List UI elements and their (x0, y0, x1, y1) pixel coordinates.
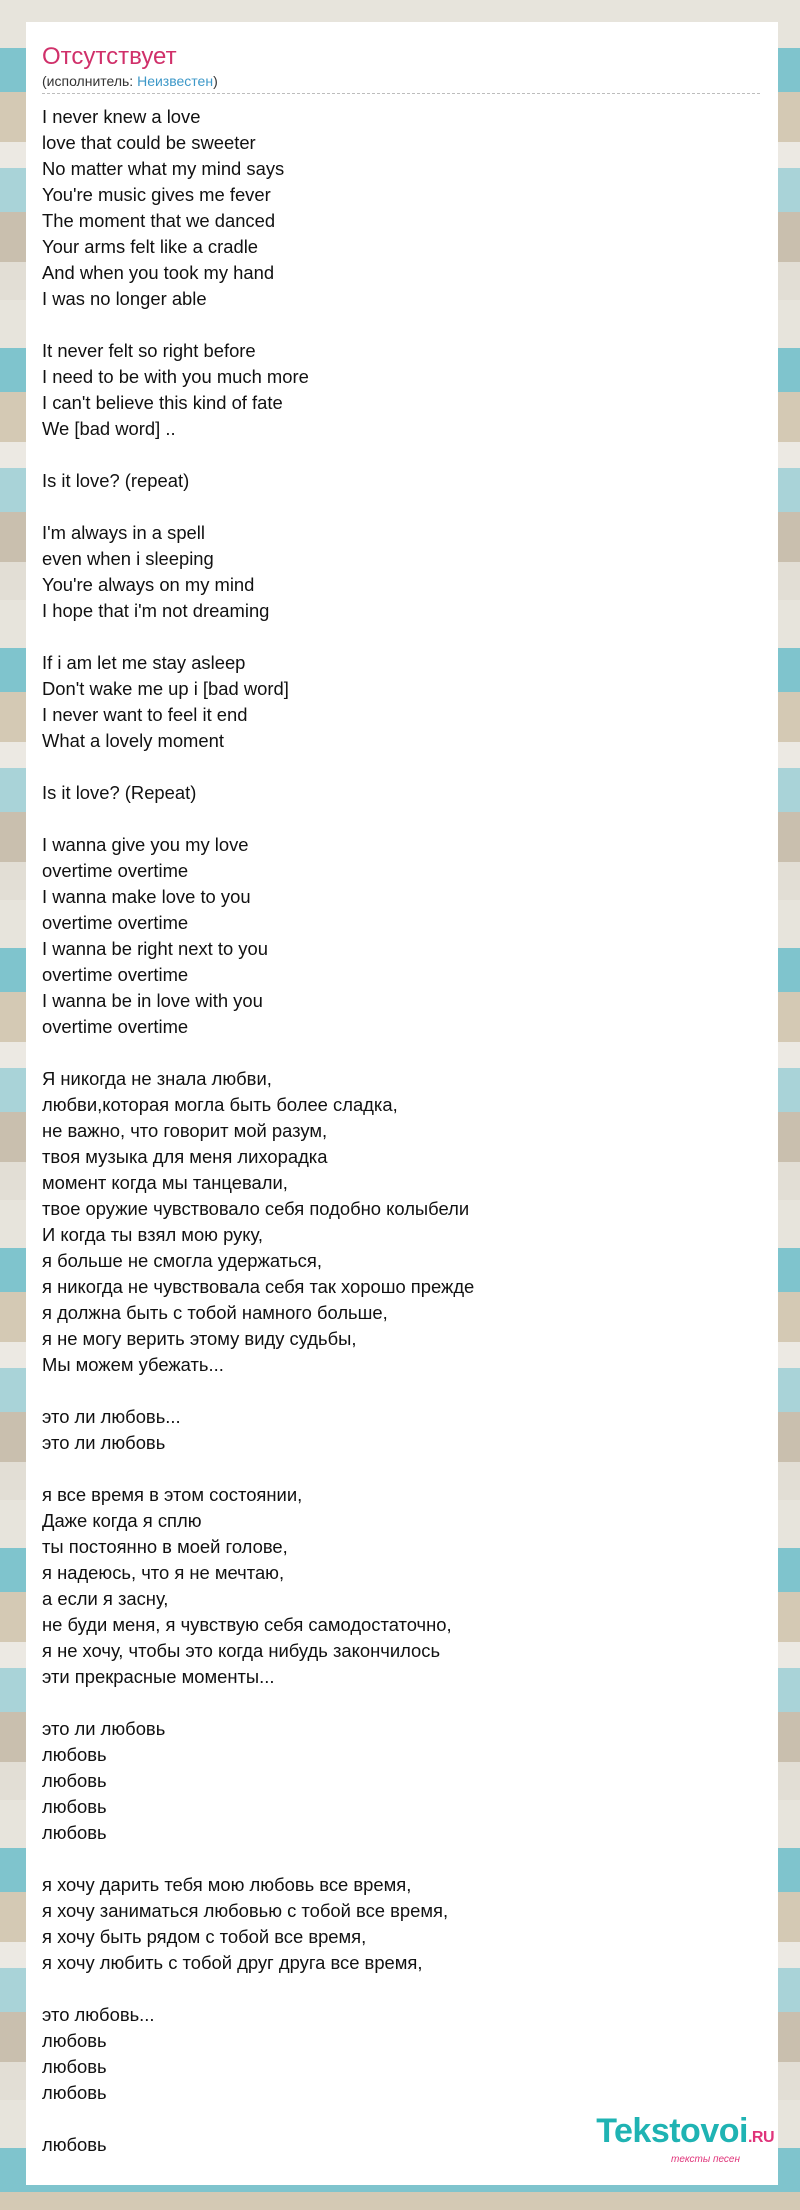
lyric-line: я хочу заниматься любовью с тобой все время, (42, 1900, 449, 1921)
lyric-line: И когда ты взял мою руку, (42, 1224, 264, 1245)
lyric-line: любовь (42, 1796, 107, 1817)
lyric-line: I wanna be right next to you (42, 938, 268, 959)
lyric-line: я не могу верить этому виду судьбы, (42, 1328, 357, 1349)
lyric-line: Your arms felt like a cradle (42, 236, 259, 257)
lyric-line (42, 1040, 762, 1066)
lyric-line: любви,которая могла быть более сладка, (42, 1094, 398, 1115)
lyric-line: I wanna be in love with you (42, 990, 263, 1011)
lyric-line: я надеюсь, что я не мечтаю, (42, 1562, 285, 1583)
lyric-line: Is it love? (repeat) (42, 470, 190, 491)
lyric-line: love that could be sweeter (42, 132, 256, 153)
lyric-line: это любовь... (42, 2004, 155, 2025)
lyric-line: Is it love? (Repeat) (42, 782, 197, 803)
lyric-line: I'm always in a spell (42, 522, 205, 543)
lyric-line (42, 1690, 762, 1716)
lyric-line: я хочу быть рядом с тобой все время, (42, 1926, 367, 1947)
lyric-line: ты постоянно в моей голове, (42, 1536, 288, 1557)
lyric-line: I wanna give you my love (42, 834, 249, 855)
lyric-line: overtime overtime (42, 912, 189, 933)
lyric-line: I was no longer able (42, 288, 207, 309)
logo-wordmark (596, 2114, 774, 2155)
lyric-line: The moment that we danced (42, 210, 276, 231)
lyric-line: я хочу любить с тобой друг друга все время, (42, 1952, 423, 1973)
lyric-line: Don't wake me up i [bad word] (42, 678, 289, 699)
logo-tagline: тексты песен (671, 2154, 740, 2165)
lyric-line (42, 494, 762, 520)
lyric-line: любовь (42, 1822, 107, 1843)
lyric-line: I never want to feel it end (42, 704, 248, 725)
lyric-line: я хочу дарить тебя мою любовь все время, (42, 1874, 412, 1895)
lyric-line (42, 312, 762, 338)
lyric-line: любовь (42, 2030, 107, 2051)
lyric-line: это ли любовь (42, 1718, 166, 1739)
lyric-line: I can't believe this kind of fate (42, 392, 283, 413)
lyric-line: твоя музыка для меня лихорадка (42, 1146, 328, 1167)
lyric-line (42, 1456, 762, 1482)
lyric-line: You're always on my mind (42, 574, 255, 595)
lyric-line: You're music gives me fever (42, 184, 271, 205)
song-title: Отсутствует (42, 43, 177, 70)
artist-link[interactable]: Неизвестен (137, 73, 214, 89)
lyric-line (42, 754, 762, 780)
lyrics-card (26, 22, 778, 2185)
lyric-line: Мы можем убежать... (42, 1354, 224, 1375)
lyric-line: я не хочу, чтобы это когда нибудь закончилось (42, 1640, 441, 1661)
lyric-line (42, 1846, 762, 1872)
lyric-line: overtime overtime (42, 860, 189, 881)
lyric-line: я должна быть с тобой намного больше, (42, 1302, 388, 1323)
lyric-line (42, 806, 762, 832)
lyric-line (42, 1378, 762, 1404)
lyric-line (42, 1976, 762, 2002)
byline-prefix: (исполнитель: (42, 73, 138, 89)
lyric-line: I wanna make love to you (42, 886, 251, 907)
lyric-line: It never felt so right before (42, 340, 256, 361)
lyric-line: любовь (42, 2056, 107, 2077)
lyric-line: момент когда мы танцевали, (42, 1172, 288, 1193)
lyric-line: No matter what my mind says (42, 158, 285, 179)
lyric-line: overtime overtime (42, 964, 189, 985)
lyric-line: это ли любовь... (42, 1406, 181, 1427)
byline-suffix: ) (213, 73, 218, 89)
lyric-line: не важно, что говорит мой разум, (42, 1120, 328, 1141)
lyric-line: We [bad word] .. (42, 418, 176, 439)
lyric-line: эти прекрасные моменты... (42, 1666, 275, 1687)
lyric-line: even when i sleeping (42, 548, 214, 569)
lyric-line: твое оружие чувствовало себя подобно колыбели (42, 1198, 470, 1219)
lyric-line: And when you took my hand (42, 262, 275, 283)
lyric-line: I need to be with you much more (42, 366, 309, 387)
lyric-line: I never knew a love (42, 106, 201, 127)
lyric-line: любовь (42, 2082, 107, 2103)
lyric-line: overtime overtime (42, 1016, 189, 1037)
lyric-line: Я никогда не знала любви, (42, 1068, 272, 1089)
site-logo[interactable] (596, 2114, 774, 2165)
lyric-line: я никогда не чувствовала себя так хорошо прежде (42, 1276, 475, 1297)
lyric-line (42, 624, 762, 650)
logo-name: Tekstovoi (596, 2112, 748, 2150)
lyric-line: Даже когда я сплю (42, 1510, 202, 1531)
lyric-line (42, 442, 762, 468)
lyric-line: любовь (42, 1744, 107, 1765)
lyric-line: не буди меня, я чувствую себя самодостаточно, (42, 1614, 452, 1635)
lyric-line: любовь (42, 2134, 107, 2155)
lyric-line: I hope that i'm not dreaming (42, 600, 270, 621)
lyric-line: а если я засну, (42, 1588, 169, 1609)
lyrics-text (42, 104, 762, 2158)
artist-byline (42, 72, 760, 94)
lyric-line: это ли любовь (42, 1432, 166, 1453)
lyric-line: If i am let me stay asleep (42, 652, 246, 673)
lyric-line: я больше не смогла удержаться, (42, 1250, 322, 1271)
lyric-line: я все время в этом состоянии, (42, 1484, 303, 1505)
logo-tld: .RU (747, 2129, 774, 2146)
lyric-line: What a lovely moment (42, 730, 224, 751)
lyric-line: любовь (42, 1770, 107, 1791)
